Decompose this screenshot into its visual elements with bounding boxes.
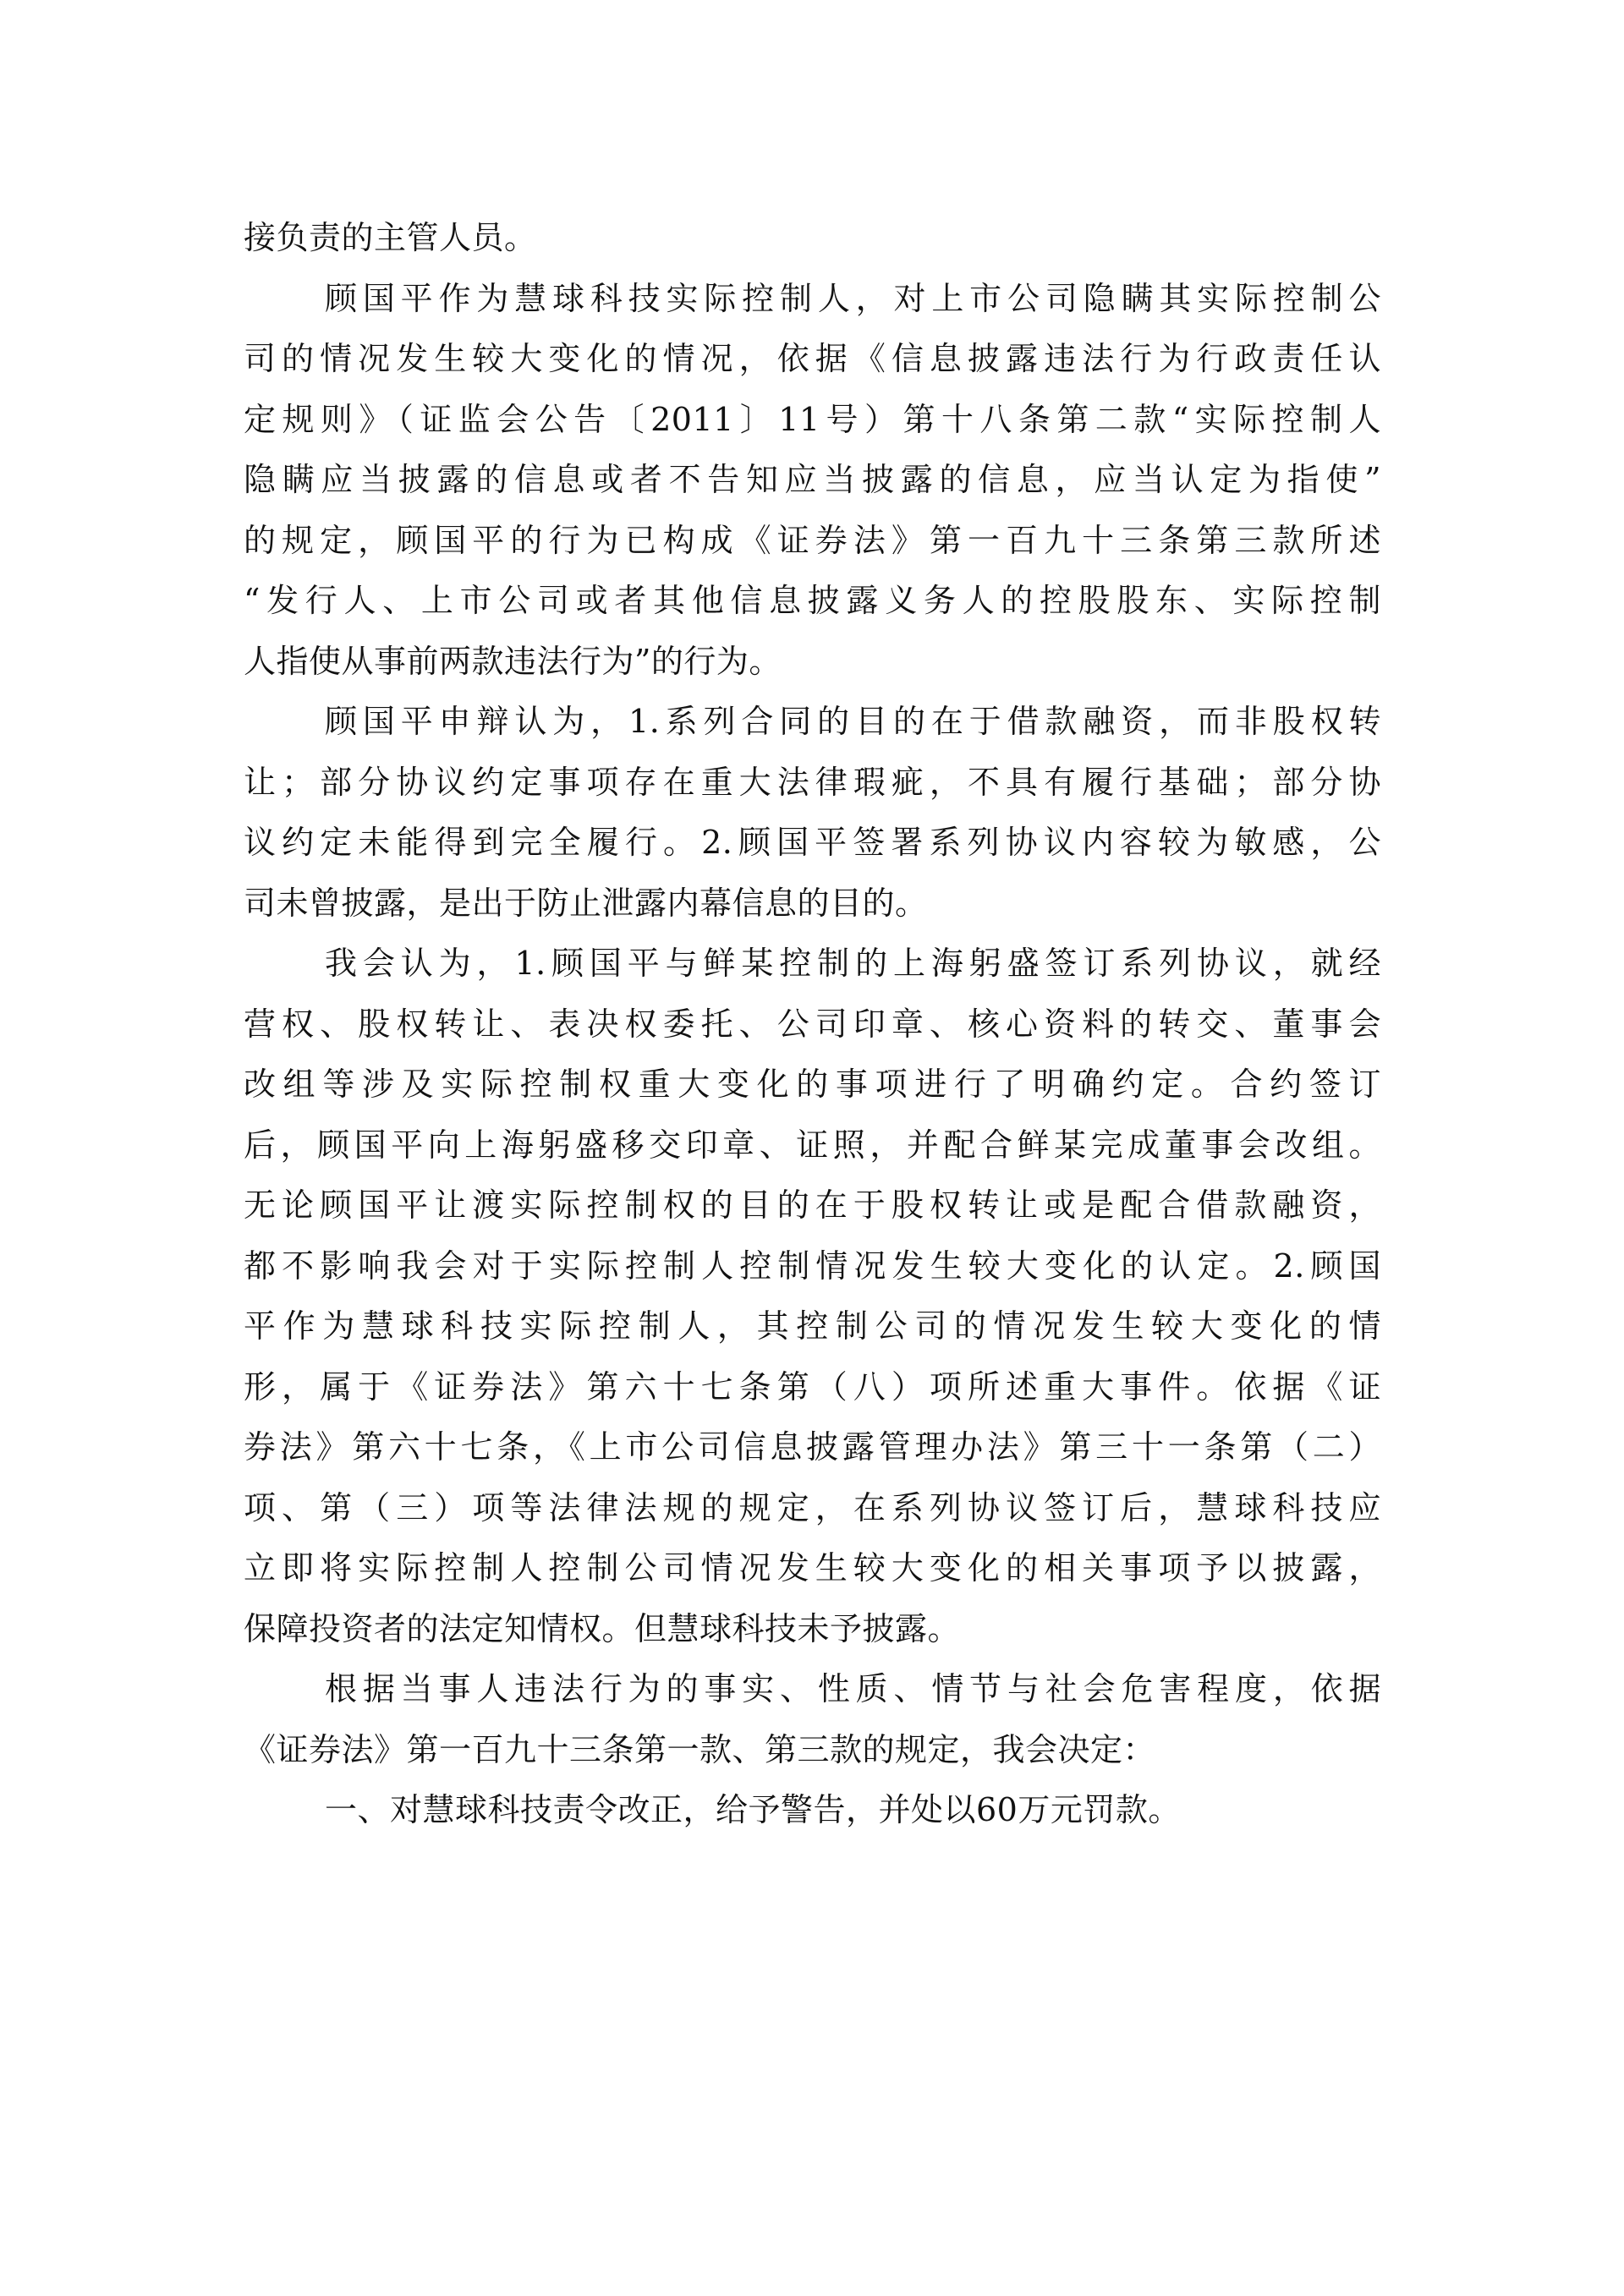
paragraph-defense-argument — [244, 692, 1381, 934]
text-line: 后，顾国平向上海躬盛移交印章、证照，并配合鲜某完成董事会改组。 — [244, 1126, 1381, 1164]
text-line: 的规定，顾国平的行为已构成《证券法》第一百九十三条第三款所述 — [244, 521, 1381, 559]
text-line: 无论顾国平让渡实际控制权的目的在于股权转让或是配合借款融资， — [244, 1186, 1381, 1224]
text-line: 隐瞒应当披露的信息或者不告知应当披露的信息，应当认定为指使” — [244, 461, 1381, 498]
text-line: 都不影响我会对于实际控制人控制情况发生较大变化的认定。2.顾国 — [244, 1247, 1381, 1285]
text-line: “发行人、上市公司或者其他信息披露义务人的控股股东、实际控制 — [244, 582, 1381, 619]
text-line: 《证券法》第一百九十三条第一款、第三款的规定，我会决定： — [244, 1730, 1156, 1768]
text-line: 改组等涉及实际控制权重大变化的事项进行了明确约定。合约签订 — [244, 1066, 1381, 1103]
text-line: 人指使从事前两款违法行为”的行为。 — [244, 642, 782, 680]
text-line: 保障投资者的法定知情权。但慧球科技未予披露。 — [244, 1609, 961, 1647]
text-line: 顾国平申辩认为，1.系列合同的目的在于借款融资，而非股权转 — [325, 703, 1381, 740]
text-line: 营权、股权转让、表决权委托、公司印章、核心资料的转交、董事会 — [244, 1005, 1381, 1043]
paragraph-penalty-item-1 — [244, 1780, 1381, 1841]
text-line: 我会认为，1.顾国平与鲜某控制的上海躬盛签订系列协议，就经 — [325, 945, 1381, 982]
paragraph-decision-basis — [244, 1659, 1381, 1780]
paragraph-commission-finding — [244, 934, 1381, 1659]
text-line: 形，属于《证券法》第六十七条第（八）项所述重大事件。依据《证 — [244, 1367, 1381, 1406]
text-line: 项、第（三）项等法律法规的规定，在系列协议签订后，慧球科技应 — [244, 1488, 1381, 1526]
text-line: 司未曾披露，是出于防止泄露内幕信息的目的。 — [244, 884, 928, 922]
text-line: 接负责的主管人员。 — [244, 219, 537, 256]
text-line: 一、对慧球科技责令改正，给予警告，并处以60万元罚款。 — [325, 1791, 1181, 1828]
text-line: 让；部分协议约定事项存在重大法律瑕疵，不具有履行基础；部分协 — [244, 763, 1381, 801]
text-line: 议约定未能得到完全履行。2.顾国平签署系列协议内容较为敏感，公 — [244, 824, 1381, 861]
paragraph-controller-liability — [244, 269, 1381, 693]
paragraph-continuation — [244, 208, 1381, 269]
document-body — [244, 208, 1381, 1841]
text-line: 根据当事人违法行为的事实、性质、情节与社会危害程度，依据 — [325, 1670, 1381, 1707]
text-line: 司的情况发生较大变化的情况，依据《信息披露违法行为行政责任认 — [244, 340, 1381, 377]
text-line: 平作为慧球科技实际控制人，其控制公司的情况发生较大变化的情 — [244, 1307, 1381, 1345]
text-line: 立即将实际控制人控制公司情况发生较大变化的相关事项予以披露， — [244, 1549, 1381, 1586]
text-line: 定规则》（证监会公告〔2011〕11号）第十八条第二款“实际控制人 — [244, 400, 1381, 438]
text-line: 顾国平作为慧球科技实际控制人，对上市公司隐瞒其实际控制公 — [325, 279, 1381, 317]
text-line: 券法》第六十七条，《上市公司信息披露管理办法》第三十一条第（二） — [244, 1428, 1381, 1466]
